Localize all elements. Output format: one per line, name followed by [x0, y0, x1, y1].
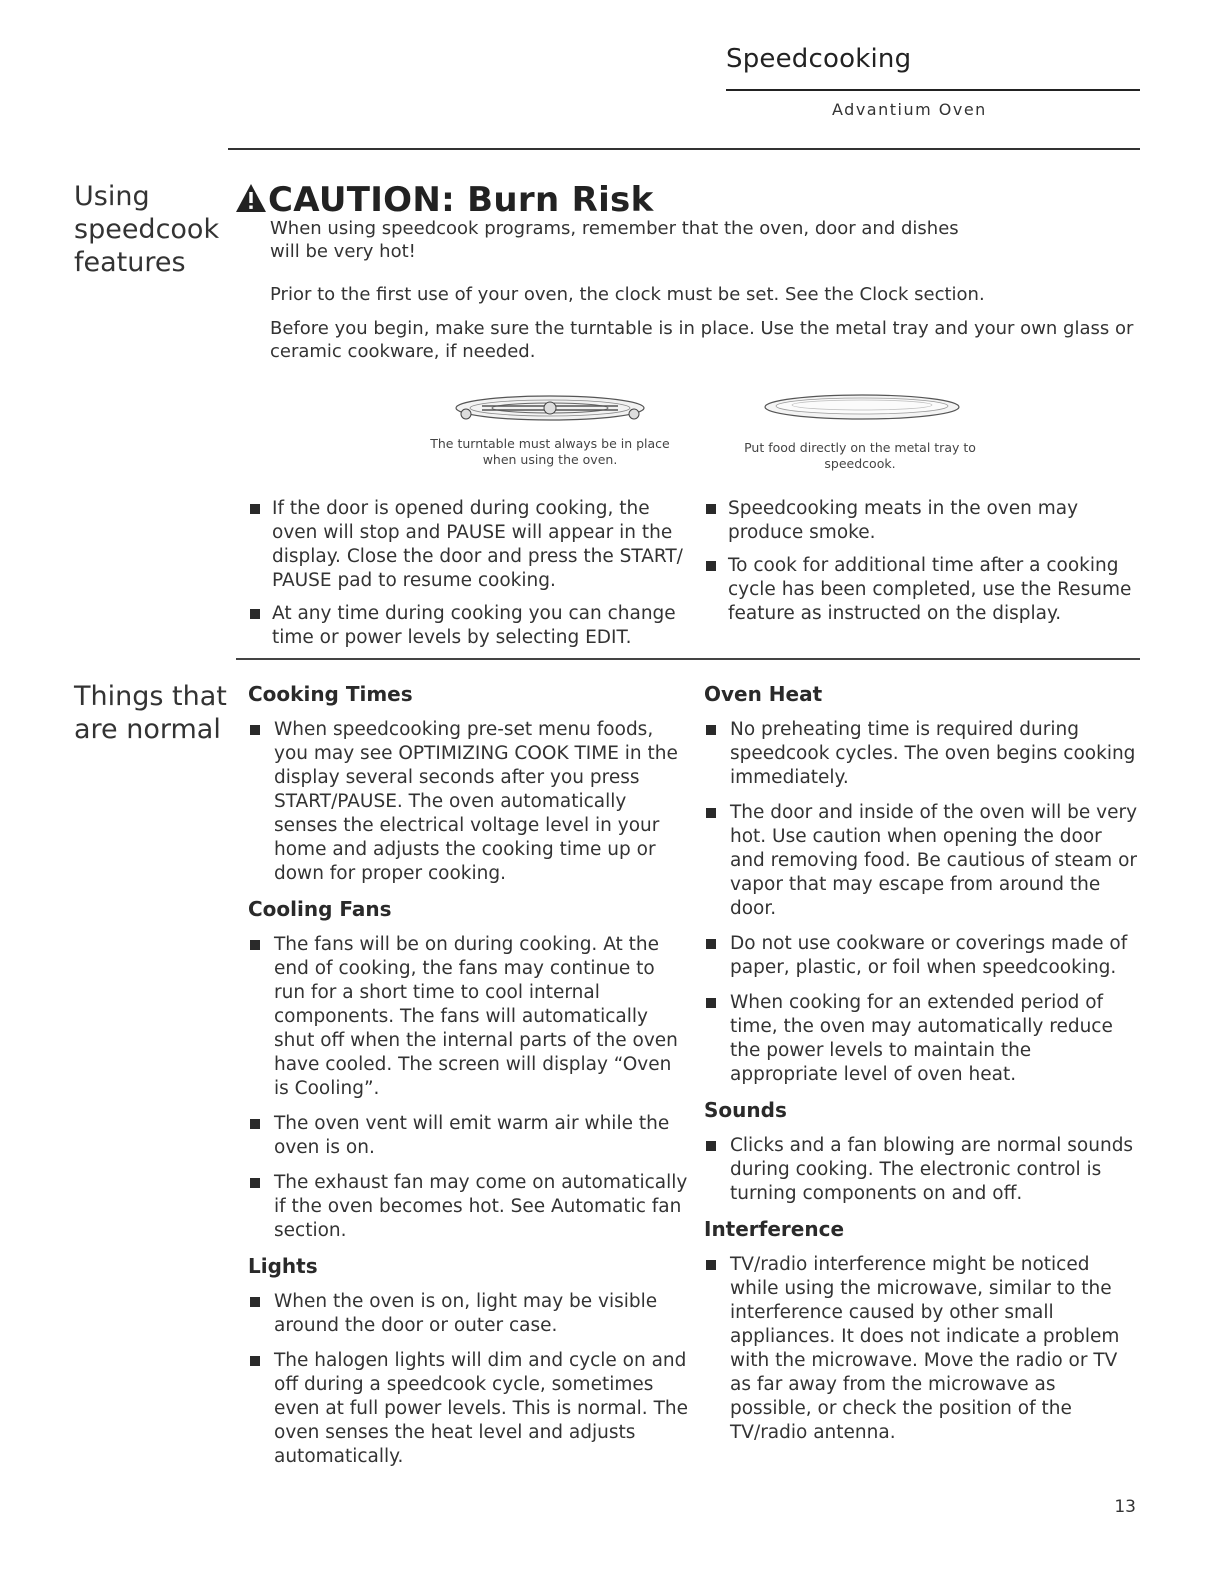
normal-right-column: [704, 682, 1140, 1456]
list-item: The oven vent will emit warm air while the oven is on.: [248, 1112, 688, 1160]
lights-heading: Lights: [248, 1254, 318, 1278]
cooking-times-heading: Cooking Times: [248, 682, 413, 706]
list-item: To cook for additional time after a cooking cycle has been completed, use the Resume feature as instructed on the display.: [704, 554, 1140, 626]
list-item: The door and inside of the oven will be very hot. Use caution when opening the door and removing food. Be cautious of steam or vapor that may escape from around the door.: [704, 801, 1140, 921]
bullet-square-icon: [706, 808, 716, 818]
bullet-square-icon: [250, 609, 260, 619]
list-item: Speedcooking meats in the oven may produce smoke.: [704, 497, 1140, 545]
top-divider: [228, 148, 1140, 150]
normal-left-column: [248, 682, 688, 1480]
caution-title: CAUTION: Burn Risk: [268, 180, 654, 220]
list-item: If the door is opened during cooking, the oven will stop and PAUSE will appear in the display. Close the door and press the START/ PAUSE pad to resume cooking.: [248, 497, 688, 593]
list-item: TV/radio interference might be noticed while using the microwave, similar to the interference caused by other small appliances. It does not indicate a problem with the microwave. Move the radio or TV as far away from the microwave as possible, or check the position of the TV/radio antenna.: [704, 1253, 1140, 1445]
list-item: Do not use cookware or coverings made of paper, plastic, or foil when speedcooking.: [704, 932, 1140, 980]
bullet-square-icon: [706, 725, 716, 735]
turntable-illustration: [452, 390, 648, 426]
side-title-using: Using speedcook features: [74, 181, 220, 278]
bullet-square-icon: [250, 1178, 260, 1188]
interference-heading: Interference: [704, 1217, 845, 1241]
cooling-fans-heading: Cooling Fans: [248, 897, 392, 921]
list-item: When speedcooking pre-set menu foods, you may see OPTIMIZING COOK TIME in the display several seconds after you press START/PAUSE. The oven automatically senses the electrical voltage level in your home and adjusts the cooking time up or down for proper cooking.: [248, 718, 688, 886]
caution-heading: [234, 178, 653, 222]
warning-triangle-icon: [234, 182, 268, 214]
using-bullets-left: [248, 497, 688, 659]
header-divider: [726, 89, 1140, 91]
metal-tray-illustration: [762, 392, 962, 422]
bullet-square-icon: [250, 1356, 260, 1366]
bullet-square-icon: [706, 504, 716, 514]
list-item: At any time during cooking you can change time or power levels by selecting EDIT.: [248, 602, 688, 650]
list-item: Clicks and a fan blowing are normal sounds during cooking. The electronic control is turning components on and off.: [704, 1134, 1140, 1206]
list-item: The exhaust fan may come on automatically if the oven becomes hot. See Automatic fan section.: [248, 1171, 688, 1243]
list-item: When the oven is on, light may be visible around the door or outer case.: [248, 1290, 688, 1338]
sounds-heading: Sounds: [704, 1098, 787, 1122]
bullet-square-icon: [250, 725, 260, 735]
list-item: No preheating time is required during speedcook cycles. The oven begins cooking immediately.: [704, 718, 1140, 790]
bullet-square-icon: [250, 940, 260, 950]
bullet-square-icon: [250, 1119, 260, 1129]
list-item: The fans will be on during cooking. At the end of cooking, the fans may continue to run for a short time to cool internal components. The fans will automatically shut off when the internal parts of the oven have cooled. The screen will display “Oven is Cooling”.: [248, 933, 688, 1101]
bullet-square-icon: [706, 1141, 716, 1151]
tray-caption: Put food directly on the metal tray to speedcook.: [744, 440, 976, 471]
turntable-note: Before you begin, make sure the turntable is in place. Use the metal tray and your own glass or ceramic cookware, if needed.: [270, 318, 1134, 362]
list-item: When cooking for an extended period of time, the oven may automatically reduce the power levels to maintain the appropriate level of oven heat.: [704, 991, 1140, 1087]
caution-warning: When using speedcook programs, remember that the oven, door and dishes will be very hot!: [270, 218, 959, 262]
oven-heat-heading: Oven Heat: [704, 682, 823, 706]
using-bullets-right: [704, 497, 1140, 635]
section-title: Speedcooking: [726, 44, 912, 74]
bullet-square-icon: [250, 504, 260, 514]
side-title-normal: Things that are normal: [74, 681, 227, 745]
bullet-square-icon: [706, 939, 716, 949]
bullet-square-icon: [706, 1260, 716, 1270]
clock-note: Prior to the first use of your oven, the clock must be set. See the Clock section.: [270, 284, 985, 305]
bullet-square-icon: [706, 561, 716, 571]
bullet-square-icon: [706, 998, 716, 1008]
list-item: The halogen lights will dim and cycle on and off during a speedcook cycle, sometimes even at full power levels. This is normal. The oven senses the heat level and adjusts automatically.: [248, 1349, 688, 1469]
product-name: Advantium Oven: [832, 100, 987, 119]
section-divider: [236, 658, 1140, 660]
turntable-caption: The turntable must always be in place when using the oven.: [430, 436, 670, 467]
bullet-square-icon: [250, 1297, 260, 1307]
page-number: 13: [1114, 1497, 1136, 1517]
